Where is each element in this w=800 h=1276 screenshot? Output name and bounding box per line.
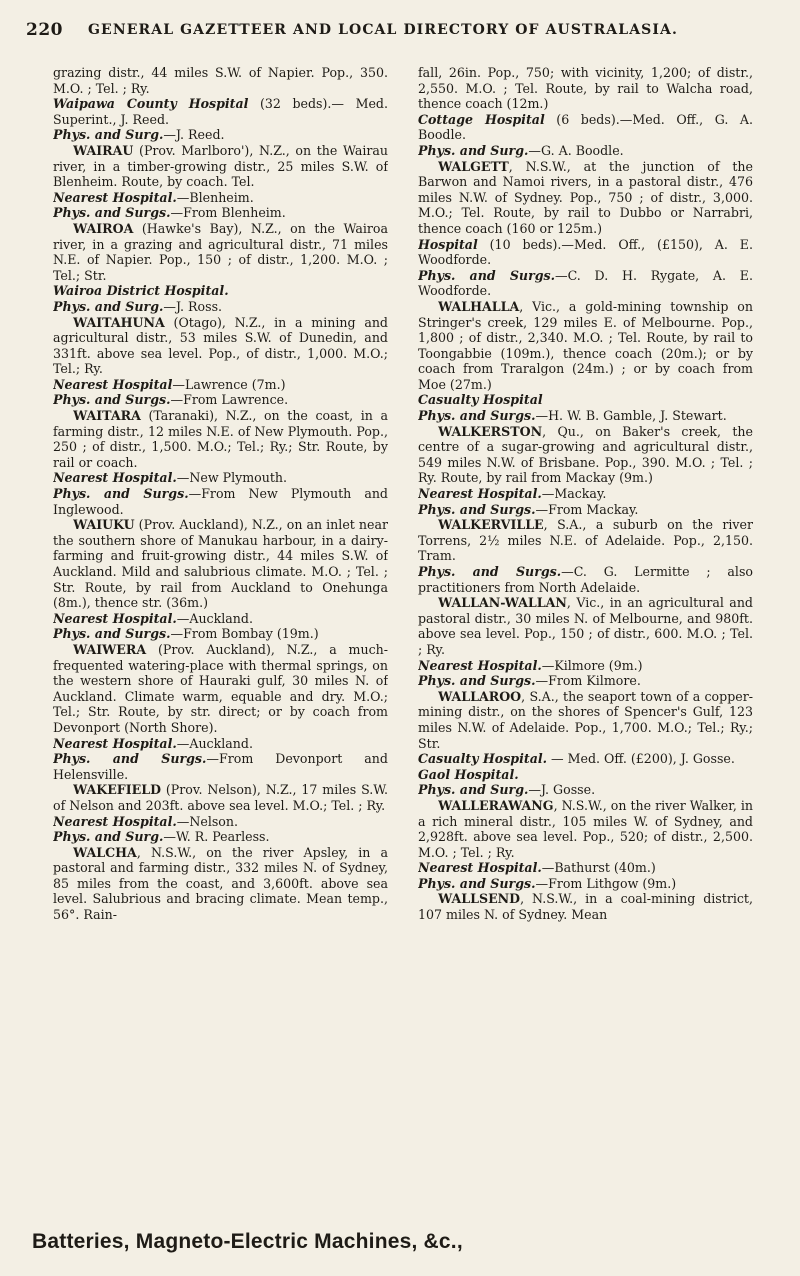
gazetteer-entry <box>418 424 753 486</box>
entry-place-name: WAITARA <box>73 408 141 424</box>
detail-text: —Mackay. <box>541 486 607 502</box>
gazetteer-entry <box>418 689 753 751</box>
entry-detail-line <box>53 377 388 393</box>
entry-detail-line <box>418 237 753 268</box>
gazetteer-entry <box>53 782 388 813</box>
entry-detail-line <box>53 205 388 221</box>
entry-place-name: WAIWERA <box>73 641 147 657</box>
entry-description: , N.S.W., at the junction of the Barwon and Namoi rivers, in a pastoral distr., 476 miles N.W. of Sydney. Pop., 750 ; of distr., 3,000. M.O.; Tel. Route, by rail to Dubbo or Narrabri, thence coach (160 or 125m.) <box>418 158 753 236</box>
entry-description: (Otago), N.Z., in a mining and agricultural distr., 53 miles S.W. of Dunedin, and 331ft. above sea level. Pop., of distr., 1,000. M.O.; Tel.; Ry. <box>53 314 388 377</box>
entry-detail-line <box>418 658 753 674</box>
detail-label: Hospital <box>418 236 478 252</box>
entry-description: , S.A., a suburb on the river Torrens, 2½ miles N.E. of Adelaide. Pop., 2,150. Tram. <box>418 517 753 564</box>
continued-text: grazing distr., 44 miles S.W. of Napier. Pop., 350. M.O. ; Tel. ; Ry. <box>53 65 388 96</box>
entry-place-name: WALLERAWANG <box>438 797 554 813</box>
gazetteer-entry <box>53 143 388 190</box>
detail-text: —C. D. H. Rygate, A. E. Woodforde. <box>418 267 753 299</box>
entry-place-name: WALLAN-WALLAN <box>438 595 567 611</box>
entry-detail-line <box>53 486 388 517</box>
gazetteer-entry <box>418 517 753 564</box>
entry-description: (Hawke's Bay), N.Z., on the Wairoa river, in a grazing and agricultural distr., 71 miles N.E. of Napier. Pop., 150 ; of distr., 1,200. M.O. ; Tel.; Str. <box>53 220 388 283</box>
detail-text: —J. Reed. <box>163 127 225 143</box>
detail-text: —From Lithgow (9m.) <box>535 875 677 891</box>
detail-label: Phys. and Surgs. <box>418 267 555 283</box>
entry-detail-line <box>53 611 388 627</box>
entry-detail-line <box>53 736 388 752</box>
running-title: GENERAL GAZETTEER AND LOCAL DIRECTORY OF AUSTRALASIA. <box>88 22 678 38</box>
entry-description: , Vic., a gold-mining township on Stringer's creek, 129 miles E. of Melbourne. Pop., 1,800 ; of distr., 2,340. M.O. ; Tel. Route, by rail to Toongabbie (109m.), thence coach (20m.); or by coach from Traralgon (24m.) ; or by coach from Moe (27m.) <box>418 298 753 392</box>
entry-place-name: WALHALLA <box>438 298 520 314</box>
entry-detail-line <box>53 829 388 845</box>
gazetteer-entry <box>53 642 388 736</box>
entry-description: (Prov. Marlboro'), N.Z., on the Wairau river, in a timber-growing distr., 25 miles S.W. of Blenheim. Route, by coach. Tel. <box>53 142 388 190</box>
detail-label: Gaol Hospital. <box>418 766 519 782</box>
continued-text: fall, 26in. Pop., 750; with vicinity, 1,200; of distr., 2,550. M.O. ; Tel. Route, by rail to Walcha road, thence coach (12m.) <box>418 65 753 112</box>
detail-text: —Auckland. <box>176 610 253 626</box>
entry-description: , N.S.W., on the river Apsley, in a pastoral and farming distr., 332 miles N. of Sydney, 85 miles from the coast, and 3,600ft. above sea level. Salubrious and bracing climate. Mean temp., 56°. Rain- <box>53 844 388 923</box>
entry-place-name: WAIRAU <box>73 142 134 158</box>
detail-label: Phys. and Surgs. <box>53 205 171 221</box>
entry-detail-line <box>418 782 753 798</box>
detail-text: (6 beds).—Med. Off., G. A. Boodle. <box>418 111 753 143</box>
detail-text: —Nelson. <box>176 813 239 829</box>
detail-text: —From Kilmore. <box>535 673 641 689</box>
detail-text: —Blenheim. <box>176 189 254 205</box>
detail-text: —From Mackay. <box>535 501 639 517</box>
entry-detail-line <box>418 767 753 783</box>
entry-description: , S.A., the seaport town of a copper-mining distr., on the shores of Spencer's Gulf, 123 miles N.W. of Adelaide. Pop., 1,700. M.O.; Tel.; Ry.; Str. <box>418 688 753 751</box>
detail-label: Phys. and Surg. <box>418 782 529 798</box>
detail-text: —New Plymouth. <box>176 470 288 486</box>
entry-detail-line <box>53 392 388 408</box>
detail-label: Casualty Hospital <box>418 392 543 408</box>
detail-label: Phys. and Surgs. <box>418 875 536 891</box>
detail-label: Cottage Hospital <box>418 111 545 127</box>
right-column <box>418 65 753 1213</box>
detail-text: —Auckland. <box>176 735 253 751</box>
detail-label: Phys. and Surgs. <box>418 501 536 517</box>
gazetteer-entry <box>53 221 388 283</box>
footer-advert: Batteries, Magneto-Electric Machines, &c., <box>32 1230 463 1253</box>
entry-detail-line <box>418 751 753 767</box>
entry-detail-line <box>418 408 753 424</box>
entry-detail-line <box>418 112 753 143</box>
detail-text: —From Lawrence. <box>170 392 289 408</box>
detail-text: —J. Ross. <box>163 298 223 314</box>
entry-detail-line <box>418 392 753 408</box>
entry-place-name: WALGETT <box>438 158 509 174</box>
detail-text: —From Bombay (19m.) <box>170 626 319 642</box>
entry-detail-line <box>418 876 753 892</box>
detail-label: Phys. and Surgs. <box>418 564 562 579</box>
entry-place-name: WALKERVILLE <box>438 517 544 533</box>
detail-label: Nearest Hospital. <box>53 189 177 205</box>
entry-detail-line <box>53 470 388 486</box>
detail-text: —J. Gosse. <box>528 782 596 798</box>
entry-detail-line <box>53 814 388 830</box>
entry-place-name: WALLSEND <box>438 891 521 907</box>
entry-detail-line <box>418 673 753 689</box>
detail-text: —From Devonport and Helensville. <box>53 751 388 782</box>
detail-label: Nearest Hospital <box>53 376 173 392</box>
detail-text: —W. R. Pearless. <box>163 829 270 845</box>
gazetteer-entry <box>53 845 388 923</box>
entry-detail-line <box>53 283 388 299</box>
detail-label: Nearest Hospital. <box>418 486 542 502</box>
detail-label: Phys. and Surgs. <box>53 626 171 642</box>
detail-text: —C. G. Lermitte ; also practitioners from North Adelaide. <box>418 564 753 595</box>
detail-label: Nearest Hospital. <box>418 657 542 673</box>
detail-label: Nearest Hospital. <box>53 813 177 829</box>
detail-text: —From Blenheim. <box>170 205 286 221</box>
detail-label: Phys. and Surg. <box>53 829 164 845</box>
entry-detail-line <box>418 564 753 595</box>
entry-place-name: WALLAROO <box>438 688 522 704</box>
detail-label: Phys. and Surg. <box>53 298 164 314</box>
entry-detail-line <box>53 96 388 127</box>
detail-text: (10 beds).—Med. Off., (£150), A. E. Woodforde. <box>418 236 753 268</box>
gazetteer-entry <box>418 595 753 657</box>
detail-label: Phys. and Surgs. <box>53 751 207 767</box>
entry-description: , N.S.W., on the river Walker, in a rich mineral distr., 105 miles W. of Sydney, and 2,928ft. above sea level. Pop., 520; of distr., 2,500. M.O. ; Tel. ; Ry. <box>418 797 753 860</box>
detail-text: —H. W. B. Gamble, J. Stewart. <box>535 408 727 424</box>
entry-detail-line <box>418 486 753 502</box>
detail-text: (32 beds).— Med. Superint., J. Reed. <box>53 96 388 127</box>
entry-description: (Prov. Auckland), N.Z., a much-frequented watering-place with thermal springs, on the western shore of Hauraki gulf, 30 miles N. of Auckland. Climate warm, equable and dry. M.O.; Tel.; Str. Route, by str. direct; or by coach from Devonport (North Shore). <box>53 641 388 735</box>
entry-detail-line <box>53 626 388 642</box>
gazetteer-entry <box>418 891 753 922</box>
entry-description: , N.S.W., in a coal-mining district, 107 miles N. of Sydney. Mean <box>418 891 753 923</box>
detail-text: — Med. Off. (£200), J. Gosse. <box>547 751 735 767</box>
entry-description: , Qu., on Baker's creek, the centre of a sugar-growing and agricultural distr., 549 miles N.W. of Brisbane. Pop., 390. M.O. ; Tel. ; Ry. Route, by rail from Mackay (9m.) <box>418 423 753 486</box>
detail-text: —Kilmore (9m.) <box>541 657 643 673</box>
left-column <box>53 65 388 1213</box>
entry-description: (Prov. Nelson), N.Z., 17 miles S.W. of Nelson and 203ft. above sea level. M.O.; Tel. ; Ry. <box>53 782 388 813</box>
detail-label: Nearest Hospital. <box>53 735 177 751</box>
entry-description: , Vic., in an agricultural and pastoral distr., 30 miles N. of Melbourne, and 980ft. above sea level. Pop., 150 ; of distr., 600. M.O. ; Tel. ; Ry. <box>418 595 753 657</box>
detail-label: Nearest Hospital. <box>418 860 542 876</box>
entry-place-name: WAKEFIELD <box>73 782 162 798</box>
detail-label: Phys. and Surgs. <box>53 486 189 502</box>
detail-label: Phys. and Surgs. <box>53 392 171 408</box>
detail-label: Phys. and Surg. <box>418 142 529 158</box>
entry-detail-line <box>53 127 388 143</box>
gazetteer-entry <box>53 408 388 470</box>
entry-detail-line <box>53 190 388 206</box>
entry-description: (Prov. Auckland), N.Z., on an inlet near the southern shore of Manukau harbour, in a dairy-farming and fruit-growing distr., 44 miles S.W. of Auckland. Mild and salubrious climate. M.O. ; Tel. ; Str. Route, by rail from Auckland to Onehunga (8m.), thence str. (36m.) <box>53 517 388 611</box>
page-number: 220 <box>26 20 63 40</box>
entry-description: (Taranaki), N.Z., on the coast, in a farming distr., 12 miles N.E. of New Plymouth. Pop., 250 ; of distr., 1,500. M.O.; Tel.; Ry.; Str. Route, by rail or coach. <box>53 408 388 470</box>
entry-detail-line <box>418 860 753 876</box>
entry-detail-line <box>418 268 753 299</box>
entry-place-name: WALKERSTON <box>438 423 543 439</box>
detail-label: Wairoa District Hospital. <box>53 283 229 299</box>
gazetteer-entry <box>53 315 388 377</box>
detail-label: Nearest Hospital. <box>53 610 177 626</box>
entry-detail-line <box>53 299 388 315</box>
detail-text: —Bathurst (40m.) <box>541 860 656 876</box>
entry-place-name: WAIUKU <box>73 517 135 533</box>
detail-label: Phys. and Surg. <box>53 127 164 143</box>
gazetteer-entry <box>53 517 388 611</box>
detail-text: —G. A. Boodle. <box>528 142 624 158</box>
detail-label: Casualty Hospital. <box>418 751 548 767</box>
detail-label: Nearest Hospital. <box>53 470 177 486</box>
page-header <box>26 16 756 52</box>
entry-place-name: WAIROA <box>73 220 134 236</box>
entry-detail-line <box>53 751 388 782</box>
entry-place-name: WAITAHUNA <box>73 314 165 330</box>
gazetteer-entry <box>418 299 753 393</box>
detail-text: —From New Plymouth and Inglewood. <box>53 486 388 517</box>
entry-place-name: WALCHA <box>73 844 137 860</box>
detail-label: Waipawa County Hospital <box>53 96 249 112</box>
detail-label: Phys. and Surgs. <box>418 673 536 689</box>
gazetteer-entry <box>418 159 753 237</box>
entry-detail-line <box>418 502 753 518</box>
detail-text: —Lawrence (7m.) <box>172 376 286 392</box>
gazetteer-entry <box>418 798 753 860</box>
detail-label: Phys. and Surgs. <box>418 408 536 424</box>
entry-detail-line <box>418 143 753 159</box>
